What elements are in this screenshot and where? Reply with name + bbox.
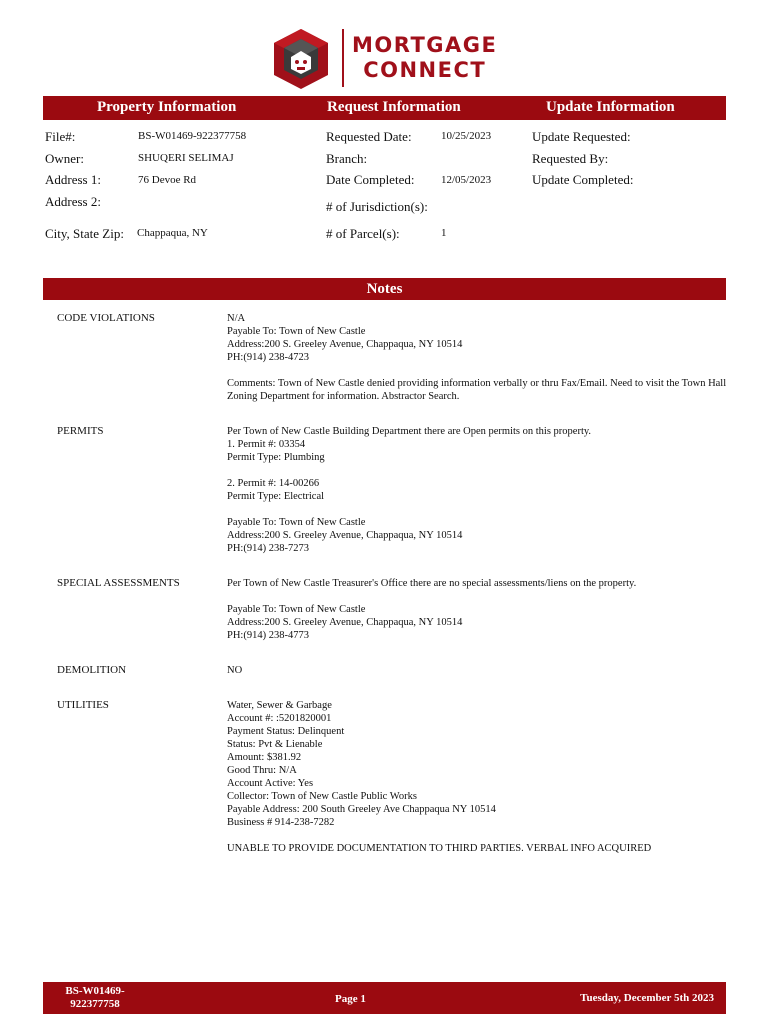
address1-value: 76 Devoe Rd xyxy=(138,174,197,186)
requested-by-label: Requested By: xyxy=(532,151,609,166)
logo-line-2: CONNECT xyxy=(363,58,487,82)
code-violations-comments: Comments: Town of New Castle denied providing information verbally or thru Fax/Email. Need to visit the Town Hall Zoning Department for information. Abstractor Search. xyxy=(227,378,727,402)
footer-file-number xyxy=(43,982,147,1014)
owner-label: Owner: xyxy=(45,151,84,166)
property-info-heading: Property Information xyxy=(97,99,237,115)
mortgage-connect-logo xyxy=(270,27,520,91)
house-shield-icon xyxy=(270,27,332,91)
footer-bar xyxy=(147,982,726,1014)
owner-value: SHUQERI SELIMAJ xyxy=(138,152,234,164)
info-header-bar xyxy=(43,96,726,120)
code-violations-body: N/A Payable To: Town of New Castle Address:200 S. Greeley Avenue, Chappaqua, NY 10514 PH:(914) 238-4723 xyxy=(227,313,463,363)
request-info-heading: Request Information xyxy=(327,99,461,115)
permits-label: PERMITS xyxy=(57,425,104,437)
city-state-zip-value: Chappaqua, NY xyxy=(137,227,208,239)
update-requested-label: Update Requested: xyxy=(532,129,631,144)
footer-file-line-1: BS-W01469- xyxy=(65,985,125,997)
branch-label: Branch: xyxy=(326,151,368,166)
code-violations-label: CODE VIOLATIONS xyxy=(57,312,155,324)
address2-label: Address 2: xyxy=(45,194,101,209)
logo-line-1: MORTGAGE xyxy=(352,33,498,57)
parcels-value: 1 xyxy=(441,227,447,239)
utilities-label: UTILITIES xyxy=(57,699,109,711)
date-completed-label: Date Completed: xyxy=(326,172,415,187)
logo-wordmark xyxy=(352,33,497,83)
footer-page-number: Page 1 xyxy=(335,993,366,1005)
file-value: BS-W01469-922377758 xyxy=(138,130,247,142)
footer-file-line-2: 922377758 xyxy=(70,998,120,1010)
update-info-heading: Update Information xyxy=(546,99,675,115)
requested-date-value: 10/25/2023 xyxy=(441,130,492,142)
date-completed-value: 12/05/2023 xyxy=(441,174,492,186)
city-state-zip-label: City, State Zip: xyxy=(45,226,124,241)
file-label: File#: xyxy=(45,129,76,144)
logo-divider xyxy=(342,29,344,87)
requested-date-label: Requested Date: xyxy=(326,129,412,144)
address1-label: Address 1: xyxy=(45,172,101,187)
jurisdictions-label: # of Jurisdiction(s): xyxy=(326,199,428,214)
special-assessments-label: SPECIAL ASSESSMENTS xyxy=(57,577,180,589)
permits-body: Per Town of New Castle Building Department there are Open permits on this property. 1. Permit #: 03354 Permit Type: Plumbing 2. Permit #: 14-00266 Permit Type: Electrical Payable To: Town of New Castle Address:200 S. Greeley Avenue, Chappaqua, NY 10514 PH:(914) 238-7273 xyxy=(227,426,592,554)
notes-heading: Notes xyxy=(43,278,726,300)
demolition-label: DEMOLITION xyxy=(57,664,127,676)
demolition-body: NO xyxy=(227,665,243,676)
footer-date: Tuesday, December 5th 2023 xyxy=(580,992,714,1004)
utilities-body: Water, Sewer & Garbage Account #: :5201820001 Payment Status: Delinquent Status: Pvt & Lienable Amount: $381.92 Good Thru: N/A Account Active: Yes Collector: Town of New Castle Public Works Payable Address: 200 South Greeley Ave Chappaqua NY 10514 Business # 914-238-7282 UNABLE TO PROVIDE DOCUMENTATION TO THIRD PARTIES. VERBAL INFO ACQUIRED xyxy=(227,700,652,854)
update-completed-label: Update Completed: xyxy=(532,172,634,187)
special-assessments-body: Per Town of New Castle Treasurer's Office there are no special assessments/liens on the property. Payable To: Town of New Castle Address:200 S. Greeley Avenue, Chappaqua, NY 10514 PH:(914) 238-4773 xyxy=(227,578,637,641)
parcels-label: # of Parcel(s): xyxy=(326,226,400,241)
